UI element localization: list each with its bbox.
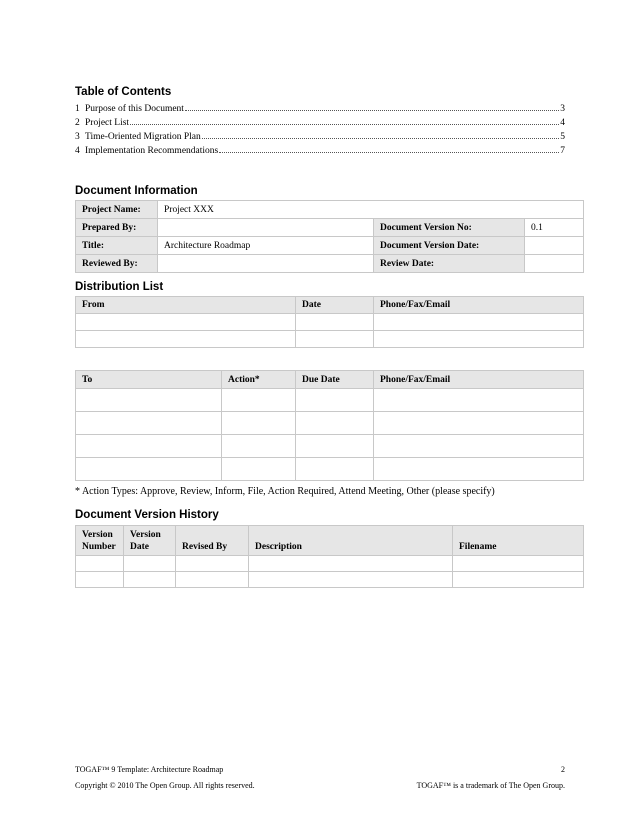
table-of-contents (75, 102, 565, 158)
table-cell[interactable] (124, 572, 176, 588)
distribution-from-table (75, 296, 584, 348)
project-name-value[interactable]: Project XXX (158, 201, 584, 219)
document-version-date-label: Document Version Date: (374, 237, 525, 255)
review-date-label: Review Date: (374, 255, 525, 273)
toc-entry-page: 7 (560, 146, 565, 156)
reviewed-by-label: Reviewed By: (76, 255, 158, 273)
toc-leader-dots (219, 152, 559, 153)
title-label: Title: (76, 237, 158, 255)
toc-leader-dots (202, 138, 560, 139)
table-cell[interactable] (222, 435, 296, 458)
version-date-header-line1: Version (130, 529, 161, 540)
table-cell[interactable] (249, 556, 453, 572)
table-cell[interactable] (76, 412, 222, 435)
table-cell[interactable] (296, 331, 374, 348)
table-cell[interactable] (374, 435, 584, 458)
table-cell[interactable] (296, 314, 374, 331)
toc-entry-page: 3 (560, 104, 565, 114)
table-cell[interactable] (374, 389, 584, 412)
table-cell[interactable] (374, 412, 584, 435)
version-number-column-header (76, 526, 124, 556)
distribution-list-heading: Distribution List (75, 281, 164, 293)
toc-entry-title: Time-Oriented Migration Plan (85, 132, 201, 142)
toc-entry-title: Purpose of this Document (85, 104, 184, 114)
filename-column-header: Filename (453, 526, 584, 556)
toc-entry-number: 4 (75, 146, 80, 156)
table-cell[interactable] (76, 331, 296, 348)
from-column-header: From (76, 297, 296, 314)
toc-entry-number: 3 (75, 132, 80, 142)
reviewed-by-value[interactable] (158, 255, 374, 273)
table-cell[interactable] (374, 458, 584, 481)
action-column-header: Action* (222, 371, 296, 389)
toc-entry-title: Implementation Recommendations (85, 146, 219, 156)
table-cell[interactable] (374, 331, 584, 348)
table-cell[interactable] (176, 572, 249, 588)
footer-template-name: TOGAF™ 9 Template: Architecture Roadmap (75, 765, 224, 774)
table-cell[interactable] (296, 458, 374, 481)
to-column-header: To (76, 371, 222, 389)
table-row (76, 314, 584, 331)
document-information-table (75, 200, 584, 273)
toc-heading: Table of Contents (75, 86, 172, 98)
table-cell[interactable] (76, 314, 296, 331)
table-cell[interactable] (249, 572, 453, 588)
table-cell[interactable] (76, 435, 222, 458)
toc-leader-dots (185, 110, 559, 111)
table-row (76, 556, 584, 572)
table-cell[interactable] (176, 556, 249, 572)
action-types-footnote: * Action Types: Approve, Review, Inform, File, Action Required, Attend Meeting, Other (please specify) (75, 486, 495, 497)
document-version-history-heading: Document Version History (75, 509, 219, 521)
toc-leader-dots (130, 124, 559, 125)
due-date-column-header: Due Date (296, 371, 374, 389)
toc-entry[interactable] (75, 130, 565, 144)
table-cell[interactable] (76, 556, 124, 572)
table-cell[interactable] (296, 389, 374, 412)
toc-entry-page: 4 (560, 118, 565, 128)
table-cell[interactable] (76, 389, 222, 412)
date-column-header: Date (296, 297, 374, 314)
table-cell[interactable] (222, 458, 296, 481)
document-information-heading: Document Information (75, 185, 198, 197)
table-cell[interactable] (76, 458, 222, 481)
footer-trademark: TOGAF™ is a trademark of The Open Group. (416, 781, 565, 790)
description-column-header: Description (249, 526, 453, 556)
table-row (76, 412, 584, 435)
prepared-by-value[interactable] (158, 219, 374, 237)
footer-page-number: 2 (561, 765, 565, 774)
review-date-value[interactable] (525, 255, 584, 273)
document-version-no-label: Document Version No: (374, 219, 525, 237)
toc-entry-number: 1 (75, 104, 80, 114)
table-cell[interactable] (76, 572, 124, 588)
table-cell[interactable] (453, 556, 584, 572)
toc-entry-page: 5 (560, 132, 565, 142)
table-cell[interactable] (374, 314, 584, 331)
document-version-date-value[interactable] (525, 237, 584, 255)
table-row (76, 331, 584, 348)
table-cell[interactable] (296, 435, 374, 458)
toc-entry[interactable] (75, 102, 565, 116)
table-cell[interactable] (124, 556, 176, 572)
revised-by-column-header: Revised By (176, 526, 249, 556)
document-version-history-table (75, 525, 584, 588)
footer-copyright: Copyright © 2010 The Open Group. All rights reserved. (75, 781, 255, 790)
title-value[interactable]: Architecture Roadmap (158, 237, 374, 255)
phone-fax-email-column-header: Phone/Fax/Email (374, 371, 584, 389)
version-number-header-line2: Number (82, 541, 116, 552)
table-cell[interactable] (453, 572, 584, 588)
distribution-to-table (75, 370, 584, 481)
version-number-header-line1: Version (82, 529, 113, 540)
toc-entry[interactable] (75, 116, 565, 130)
version-date-column-header (124, 526, 176, 556)
version-date-header-line2: Date (130, 541, 149, 552)
table-row (76, 389, 584, 412)
toc-entry-number: 2 (75, 118, 80, 128)
table-row (76, 572, 584, 588)
toc-entry[interactable] (75, 144, 565, 158)
table-row (76, 458, 584, 481)
table-cell[interactable] (296, 412, 374, 435)
project-name-label: Project Name: (76, 201, 158, 219)
table-cell[interactable] (222, 389, 296, 412)
phone-fax-email-column-header: Phone/Fax/Email (374, 297, 584, 314)
table-row (76, 435, 584, 458)
toc-entry-title: Project List (85, 118, 130, 128)
table-cell[interactable] (222, 412, 296, 435)
document-version-no-value[interactable]: 0.1 (525, 219, 584, 237)
prepared-by-label: Prepared By: (76, 219, 158, 237)
